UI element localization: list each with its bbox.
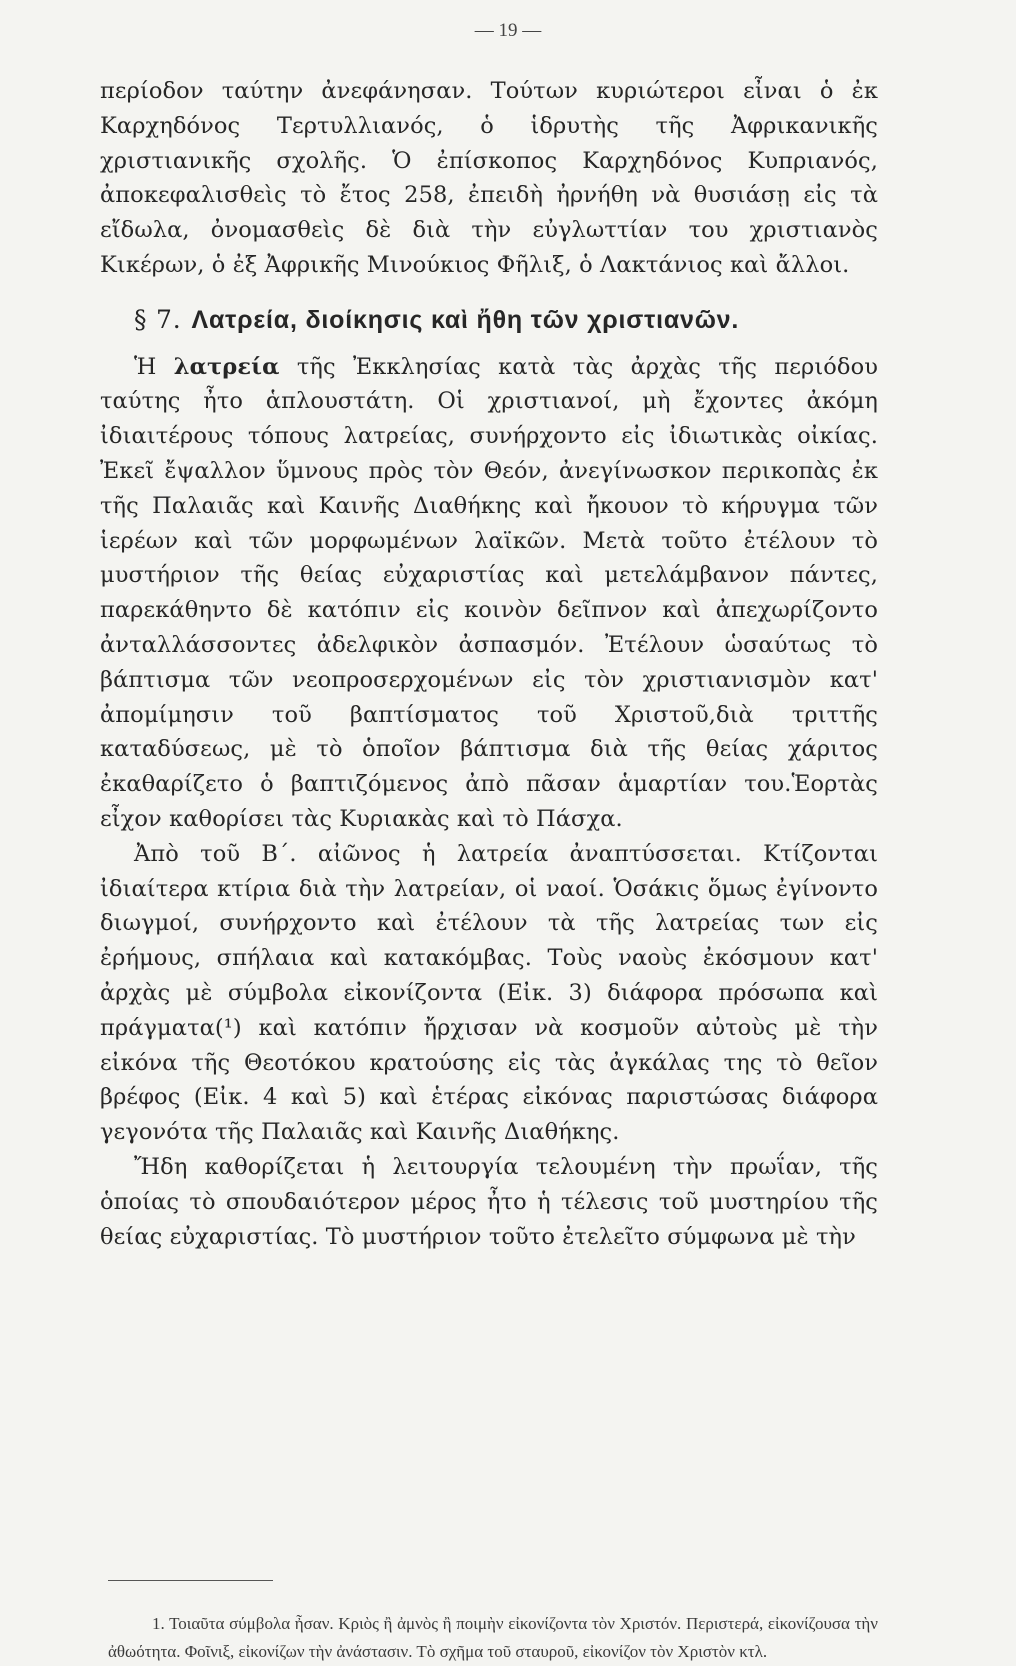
paragraph-2-lead: Ἡ: [134, 353, 174, 380]
paragraph-3: [100, 837, 878, 1150]
paragraph-4: Ἤδη καθορίζεται ἡ λειτουργία τελουμένη τὴν πρωΐαν, τῆς ὁποίας τὸ σπουδαιότερον μέρος ἦτο ἡ τέλεσις τοῦ μυστηρίου τῆς θείας εὐχαριστίας. Τὸ μυστήριον τοῦτο ἐτελεῖτο σύμφωνα μὲ τὴν: [100, 1153, 878, 1250]
section-title: Λατρεία, διοίκησις καὶ ἤθη τῶν χριστιανῶν.: [191, 305, 740, 334]
footnote-reference: (¹): [214, 1014, 242, 1041]
main-text: [100, 74, 878, 1254]
footnote: [108, 1610, 878, 1666]
paragraph-2-text: τῆς Ἐκκλησίας κατὰ τὰς ἀρχὰς τῆς περιόδου ταύτης ἦτο ἁπλουστάτη. Οἱ χριστιανοί, μὴ ἔχοντες ἀκόμη ἰδιαιτέρους τόπους λατρείας, συνήρχοντο εἰς ἰδιωτικὰς οἰκίας. Ἐκεῖ ἔψαλλον ὕμνους πρὸς τὸν Θεόν, ἀνεγίνωσκον περικοπὰς ἐκ τῆς Παλαιᾶς καὶ Καινῆς Διαθήκης καὶ ἤκουον τὸ κήρυγμα τῶν ἱερέων καὶ τῶν μορφωμένων λαϊκῶν. Μετὰ τοῦτο ἐτέλουν τὸ μυστήριον τῆς θείας εὐχαριστίας καὶ μετελάμβανον πάντες, παρεκάθηντο δὲ κατόπιν εἰς κοινὸν δεῖπνον καὶ ἀπεχωρίζοντο ἀνταλλάσσοντες ἀδελφικὸν ἀσπασμόν. Ἐτέλουν ὡσαύτως τὸ βάπτισμα τῶν νεοπροσερχομένων εἰς τὸν χριστιανισμὸν κατ' ἀπομίμησιν τοῦ βαπτίσματος τοῦ Χριστοῦ,διὰ τριττῆς καταδύσεως, μὲ τὸ ὁποῖον βάπτισμα διὰ τῆς θείας χάριτος ἐκαθαρίζετο ὁ βαπτιζόμενος ἀπὸ πᾶσαν ἁμαρτίαν του.Ἑορτὰς εἶχον καθορίσει τὰς Κυριακὰς καὶ τὸ Πάσχα.: [100, 353, 878, 832]
section-number: § 7.: [134, 304, 182, 334]
page-number: — 19 —: [474, 20, 542, 41]
section-heading: [100, 303, 878, 338]
footnote-text: 1. Τοιαῦτα σύμβολα ἦσαν. Κριὸς ἢ ἀμνὸς ἢ ποιμὴν εἰκονίζοντα τὸν Χριστόν. Περιστερά, εἰκονίζουσα τὴν ἀθωότητα. Φοῖνιξ, εἰκονίζων τὴν ἀνάστασιν. Τὸ σχῆμα τοῦ σταυροῦ, εἰκονίζον τὸν Χριστὸν κτλ.: [108, 1614, 878, 1661]
paragraph-2-term: λατρεία: [173, 353, 280, 380]
footnote-divider: [108, 1580, 273, 1581]
paragraph-2: [100, 350, 878, 837]
paragraph-1: περίοδον ταύτην ἀνεφάνησαν. Τούτων κυριώτεροι εἶναι ὁ ἐκ Καρχηδόνος Τερτυλλιανός, ὁ ἱδρυτὴς τῆς Ἀφρικανικῆς χριστιανικῆς σχολῆς. Ὁ ἐπίσκοπος Καρχηδόνος Κυπριανός, ἀποκεφαλισθεὶς τὸ ἔτος 258, ἐπειδὴ ἠρνήθη νὰ θυσιάσῃ εἰς τὰ εἴδωλα, ὀνομασθεὶς δὲ διὰ τὴν εὐγλωττίαν του χριστιανὸς Κικέρων, ὁ ἐξ Ἀφρικῆς Μινούκιος Φῆλιξ, ὁ Λακτάνιος καὶ ἄλλοι.: [100, 78, 878, 278]
paragraph-3-text-b: καὶ κατόπιν ἤρχισαν νὰ κοσμοῦν αὐτοὺς μὲ τὴν εἰκόνα τῆς Θεοτόκου κρατούσης εἰς τὰς ἀγκάλας της τὸ θεῖον βρέφος (Εἰκ. 4 καὶ 5) καὶ ἑτέρας εἰκόνας παριστώσας διάφορα γεγονότα τῆς Παλαιᾶς καὶ Καινῆς Διαθήκης.: [100, 1014, 878, 1146]
paragraph-3-text-a: Ἀπὸ τοῦ Β΄. αἰῶνος ἡ λατρεία ἀναπτύσσεται. Κτίζονται ἰδιαίτερα κτίρια διὰ τὴν λατρείαν, οἱ ναοί. Ὁσάκις ὅμως ἐγίνοντο διωγμοί, συνήρχοντο καὶ ἐτέλουν τὰ τῆς λατρείας των εἰς ἐρήμους, σπήλαια καὶ κατακόμβας. Τοὺς ναοὺς ἐκόσμουν κατ' ἀρχὰς μὲ σύμβολα εἰκονίζοντα (Εἰκ. 3) διάφορα πρόσωπα καὶ πράγματα: [100, 840, 878, 1041]
